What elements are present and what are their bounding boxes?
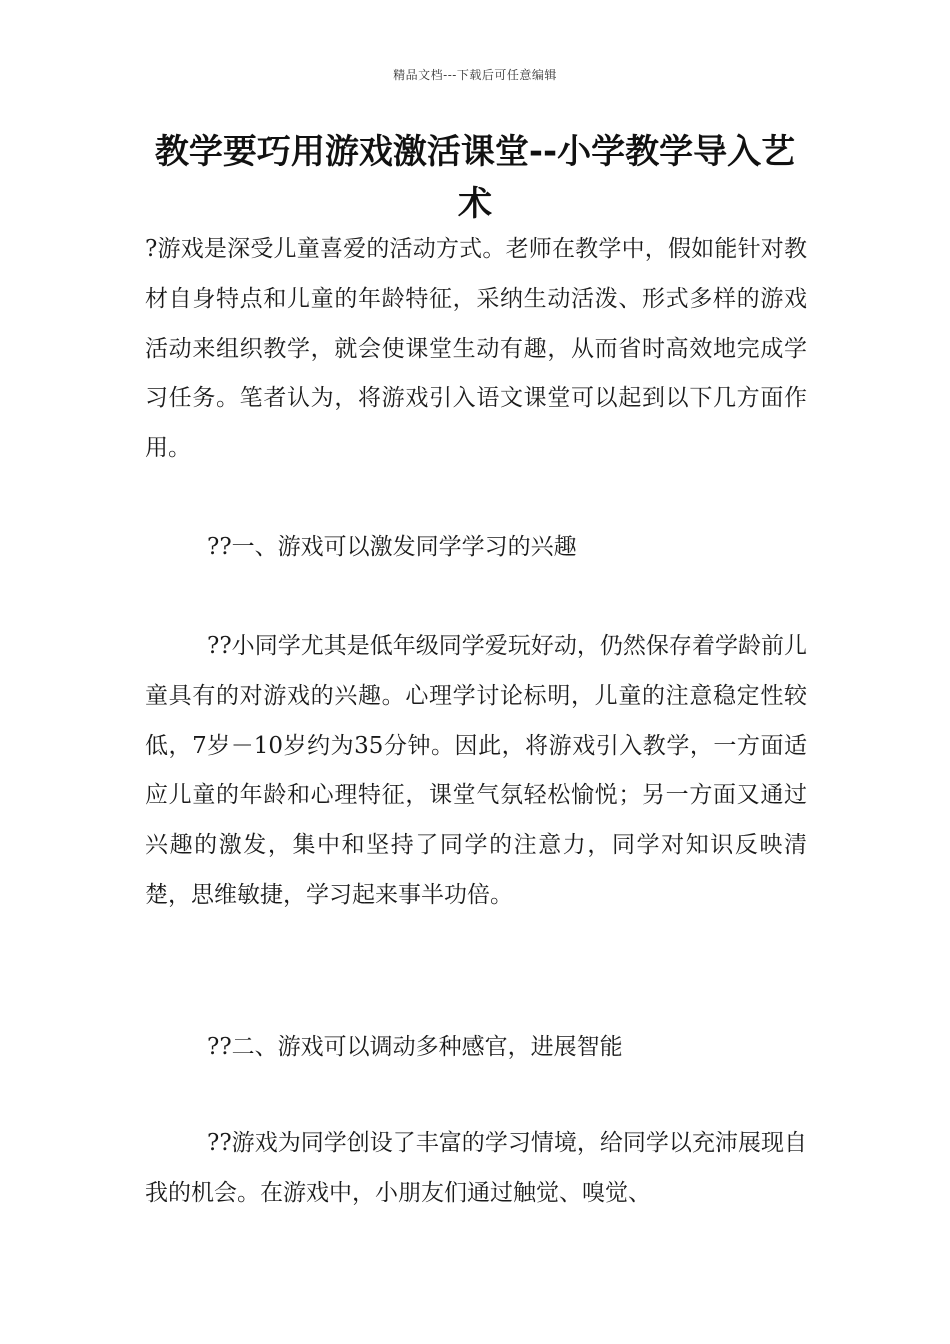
intro-paragraph: ?游戏是深受儿童喜爱的活动方式。老师在教学中，假如能针对教材自身特点和儿童的年龄特征，采纳生动活泼、形式多样的游戏活动来组织教学，就会使课堂生动有趣，从而省时高效地完成学习任务。笔者认为，将游戏引入语文课堂可以起到以下几方面作用。: [145, 236, 807, 462]
section-heading-1: ??一、游戏可以激发同学学习的兴趣: [207, 534, 577, 560]
header-note: 精品文档---下载后可任意编辑: [393, 68, 557, 82]
section-body-2: ??游戏为同学创设了丰富的学习情境，给同学以充沛展现自我的机会。在游戏中，小朋友们通过触觉、嗅觉、: [145, 1130, 807, 1206]
section-heading-2: ??二、游戏可以调动多种感官，进展智能: [207, 1034, 623, 1060]
document-title: 教学要巧用游戏激活课堂--小学教学导入艺术: [154, 132, 796, 224]
section-body-1: ??小同学尤其是低年级同学爱玩好动，仍然保存着学龄前儿童具有的对游戏的兴趣。心理学讨论标明，儿童的注意稳定性较低，7岁－10岁约为35分钟。因此，将游戏引入教学，一方面适应儿童的年龄和心理特征，课堂气氛轻松愉悦；另一方面又通过兴趣的激发，集中和坚持了同学的注意力，同学对知识反映清楚，思维敏捷，学习起来事半功倍。: [145, 633, 807, 908]
